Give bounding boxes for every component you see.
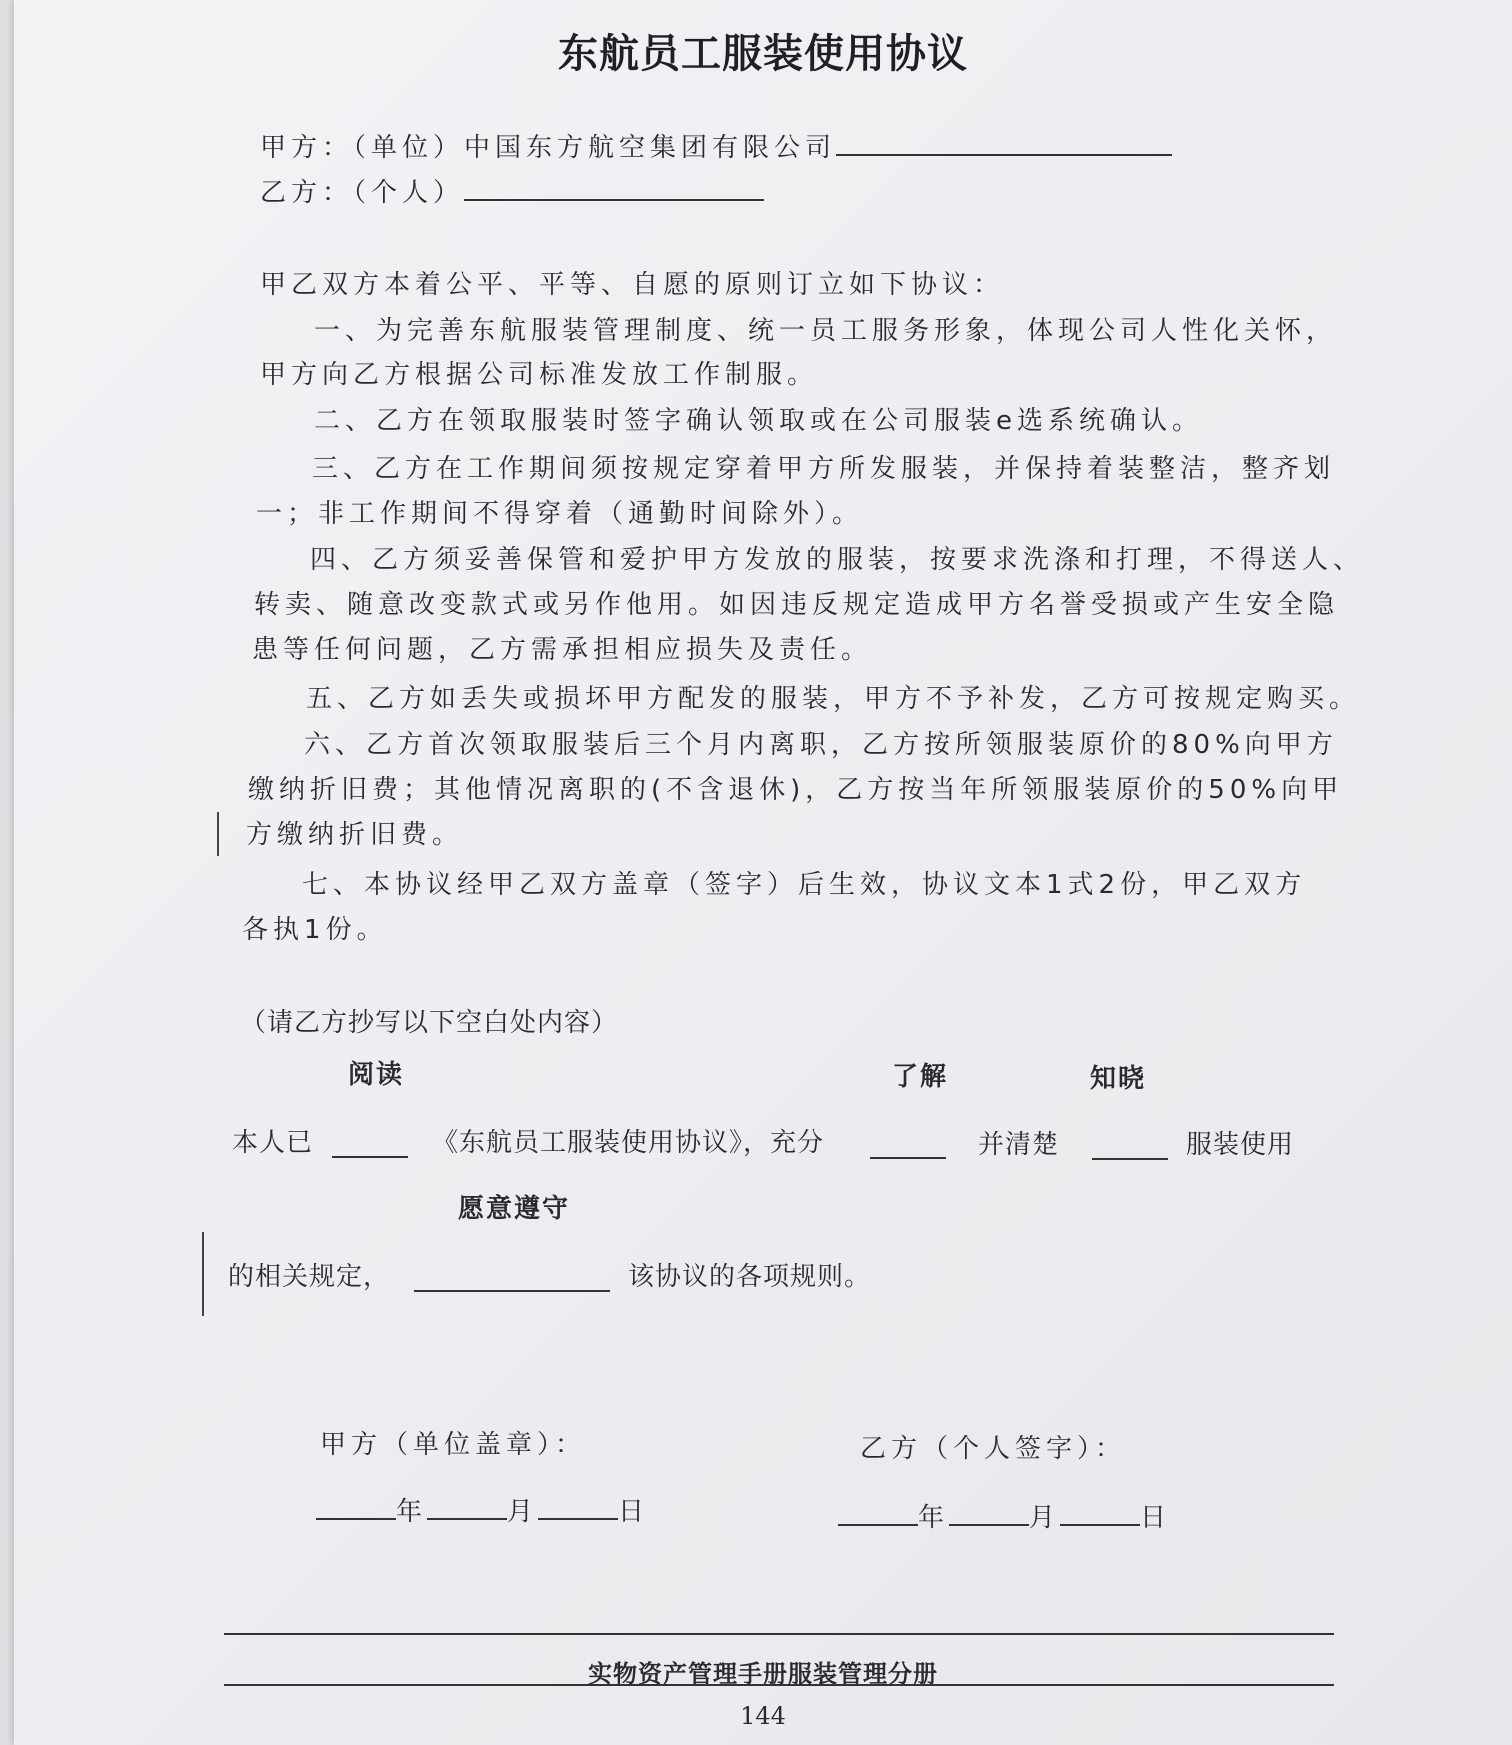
clause-4-line-2: 转卖、随意改变款式或另作他用。如因违反规定造成甲方名誉受损或产生安全隐 <box>254 590 1340 620</box>
clause-5-line-1: 五、乙方如丢失或损坏甲方配发的服装，甲方不予补发，乙方可按规定购买。 <box>306 684 1361 714</box>
clause-6-line-3: 方缴纳折旧费。 <box>246 820 464 850</box>
clause-3-line-2: 一；非工作期间不得穿着（通勤时间除外）。 <box>256 499 864 529</box>
party-b-year-blank <box>838 1500 918 1526</box>
party-a-blank <box>836 130 1172 156</box>
party-b-day-blank <box>1060 1500 1140 1526</box>
copy-note: （请乙方抄写以下空白处内容） <box>240 1008 619 1038</box>
clause-1-line-1: 一、为完善东航服装管理制度、统一员工服务形象，体现公司人性化关怀， <box>314 316 1338 346</box>
clause-4-line-1: 四、乙方须妥善保管和爱护甲方发放的服装，按要求洗涤和打理，不得送人、 <box>310 545 1365 575</box>
party-b-month-blank <box>949 1500 1029 1526</box>
copy-line-2-part-2: 该协议的各项规则。 <box>628 1262 872 1292</box>
clause-6-line-2: 缴纳折旧费；其他情况离职的(不含退休)，乙方按当年所领服装原价的50%向甲 <box>248 775 1344 805</box>
party-a-year-label: 年 <box>396 1497 428 1527</box>
party-b-sign-label: 乙方（个人签字）： <box>860 1434 1127 1464</box>
handwrite-word-understand: 了解 <box>892 1062 949 1092</box>
party-a-month-label: 月 <box>507 1497 539 1527</box>
party-b-year-label: 年 <box>918 1503 950 1533</box>
copy-blank-4 <box>414 1266 610 1292</box>
clause-6-line-1: 六、乙方首次领取服装后三个月内离职，乙方按所领服装原价的80%向甲方 <box>304 730 1338 760</box>
copy-line-1-part-4: 服装使用 <box>1186 1130 1295 1160</box>
party-b-line <box>260 175 764 210</box>
copy-blank-1 <box>332 1132 408 1158</box>
intro-text: 甲乙双方本着公平、平等、自愿的原则订立如下协议： <box>260 270 1005 300</box>
clause-3-line-1: 三、乙方在工作期间须按规定穿着甲方所发服装，并保持着装整洁，整齐划 <box>312 454 1336 484</box>
copy-blank-3 <box>1092 1134 1168 1160</box>
party-b-month-label: 月 <box>1029 1503 1061 1533</box>
copy-line-2-part-1: 的相关规定， <box>228 1262 391 1292</box>
handwrite-word-comply: 愿意遵守 <box>458 1194 571 1224</box>
clause-1-line-2: 甲方向乙方根据公司标准发放工作制服。 <box>260 360 819 390</box>
party-b-day-label: 日 <box>1140 1503 1172 1533</box>
handwrite-word-read: 阅读 <box>348 1060 405 1090</box>
clause-7-line-2: 各执1份。 <box>242 915 388 945</box>
party-b-date <box>838 1500 1171 1535</box>
party-a-line <box>260 130 1172 165</box>
party-a-label: 甲方：（单位）中国东方航空集团有限公司 <box>260 133 837 163</box>
footer-title: 实物资产管理手册服装管理分册 <box>588 1660 938 1688</box>
party-a-seal-label: 甲方（单位盖章）： <box>320 1430 587 1460</box>
document-page <box>14 0 1512 1745</box>
copy-blank-2 <box>870 1133 946 1159</box>
page-number: 144 <box>740 1702 786 1730</box>
footer-rule-bottom <box>224 1684 1334 1686</box>
copy-line-1-part-2: 《东航员工服装使用协议》，充分 <box>432 1128 825 1158</box>
clause-4-line-3: 患等任何问题，乙方需承担相应损失及责任。 <box>252 635 873 665</box>
margin-mark <box>217 812 219 856</box>
party-a-day-label: 日 <box>618 1497 650 1527</box>
party-a-month-blank <box>427 1494 507 1520</box>
copy-line-1-part-3: 并清楚 <box>978 1130 1060 1160</box>
party-a-year-blank <box>316 1494 396 1520</box>
party-b-label: 乙方：（个人） <box>260 178 465 208</box>
clause-2-line-1: 二、乙方在领取服装时签字确认领取或在公司服装e选系统确认。 <box>314 406 1203 436</box>
margin-mark-2 <box>202 1232 204 1316</box>
clause-7-line-1: 七、本协议经甲乙双方盖章（签字）后生效，协议文本1式2份，甲乙双方 <box>302 870 1307 900</box>
party-b-blank <box>464 175 764 201</box>
document-title: 东航员工服装使用协议 <box>558 31 968 77</box>
footer-rule-top <box>224 1633 1334 1635</box>
handwrite-word-know: 知晓 <box>1090 1064 1147 1094</box>
party-a-date <box>316 1494 649 1529</box>
party-a-day-blank <box>538 1494 618 1520</box>
copy-line-1-part-1: 本人已 <box>232 1128 314 1158</box>
